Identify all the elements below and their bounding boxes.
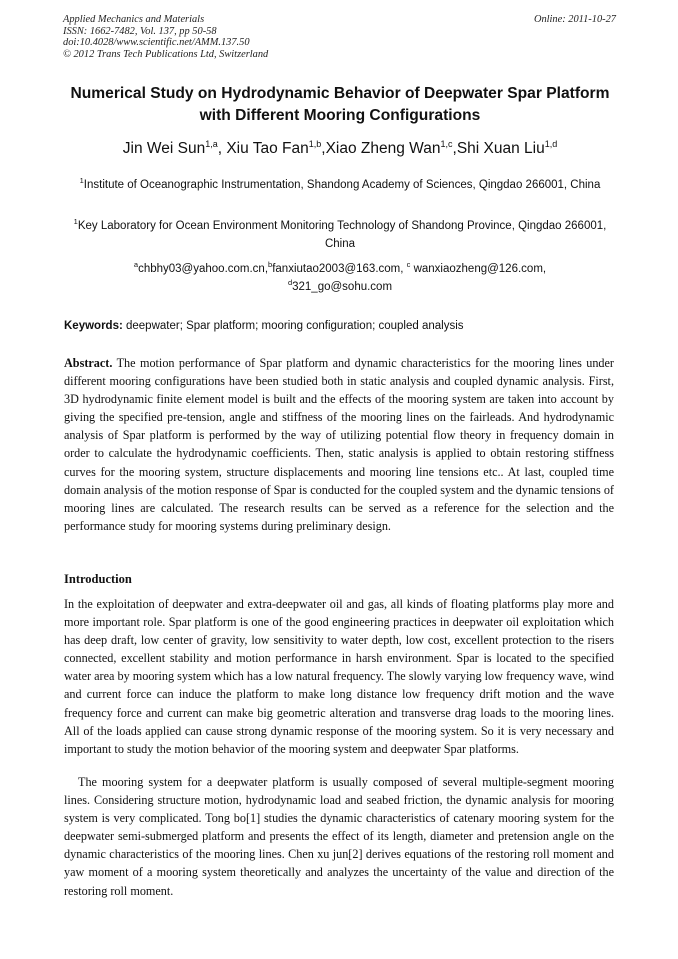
intro-paragraph-1: In the exploitation of deepwater and extra-deepwater oil and gas, all kinds of floating platforms play more and more important role. Spar platform is one of the good engineering practices in deepwater oil exploitation which has deep draft, low center of gravity, low sensitivity to water depth, low cost, excellent protection to the risers connected, excellent stability and motion performance in harsh environment. Spar is located to the specified water area by mooring system which has a low natural frequency. The slowly varying low frequency wave, wind and current force can induce the platform to make long distance low frequency drift motion and the wave frequency force and current can make big geometric alteration and transverse drag loads to the mooring lines. All of the loads applied can cause strong dynamic response of the mooring system. So it is very necessary and important to study the motion behavior of the mooring system and deepwater Spar platforms. <box>64 597 614 756</box>
issn-line: ISSN: 1662-7482, Vol. 137, pp 50-58 <box>63 25 217 37</box>
abstract-label: Abstract. <box>64 356 113 370</box>
author-superscript: 1,d <box>544 139 558 149</box>
affiliation-2 <box>70 218 610 253</box>
email-text: chbhy03@yahoo.com.cn, <box>138 263 269 275</box>
copyright-line: © 2012 Trans Tech Publications Ltd, Switzerland <box>63 48 269 60</box>
email-superscript: b <box>268 260 273 269</box>
online-date: Online: 2011-10-27 <box>533 14 616 25</box>
keywords-label: Keywords: <box>64 320 123 332</box>
journal-header <box>63 14 616 60</box>
author-name: Xiao Zheng Wan <box>325 140 441 157</box>
doi-line: doi:10.4028/www.scientific.net/AMM.137.50 <box>63 37 250 48</box>
email-superscript: c <box>406 260 411 269</box>
email-text: fanxiutao2003@163.com, <box>272 263 404 275</box>
title-line-1: Numerical Study on Hydrodynamic Behavior of Deepwater Spar Platform <box>70 85 610 102</box>
keywords-line <box>64 318 624 334</box>
author-list: Jin Wei Sun$^{1,a}$, Xiu Tao Fan$^{1,b}$,Xiao Zheng Wan$^{1,c}$,Shi Xuan Liu$^{1,d}$ <box>122 139 558 157</box>
author-emails <box>70 261 610 296</box>
journal-name: Applied Mechanics and Materials <box>63 14 205 25</box>
intro-paragraph-2: The mooring system for a deepwater platform is usually composed of several multiple-segment mooring lines. Considering structure motion, hydrodynamic load and seabed friction, the dynamic analysis for mooring system is very complicated. Tong bo[1] studies the dynamic characteristics of catenary mooring system for the deepwater semi-submerged platform and presents the effect of its length, diameter and pretension angle on the dynamic characteristics of the mooring lines. Chen xu jun[2] derives equations of the restoring roll moment and yaw moment of a mooring system theoretically and analyzes the uncertainty of the value and direction of the restoring roll moment. <box>64 775 614 898</box>
email-text: wanxiaozheng@126.com, <box>410 263 547 275</box>
author-name: Xiu Tao Fan <box>226 140 309 157</box>
author-superscript: 1,b <box>308 139 322 149</box>
author-superscript: 1,c <box>440 139 453 149</box>
section-heading-introduction: Introduction <box>64 572 132 586</box>
keywords-text: deepwater; Spar platform; mooring configuration; coupled analysis <box>122 320 464 332</box>
affiliation-superscript: 1 <box>79 176 84 185</box>
abstract-text: The motion performance of Spar platform and dynamic characteristics for the mooring lines under different mooring configurations have been studied both in static analysis and coupled dynamic analysis. First, 3D hydrodynamic finite element model is built and the effects of the mooring system are taken into account by giving the specified pre-tension, angle and stiffness of the mooring lines on the fairleads. And hydrodynamic analysis of Spar platform is performed by the way of utilizing potential flow theory in frequency domain in order to calculate the hydrodynamic coefficients. Then, static analysis is applied to obtain restoring stiffness curves for the mooring system, structure displacements and mooring line tensions etc.. At last, coupled time domain analysis of the motion response of Spar is conducted for the coupled system and the dynamic tensions of mooring lines are calculated. The research results can be served as a reference for the selection and the performance study for mooring systems during preliminary design. <box>64 356 614 533</box>
paper-title <box>40 83 640 127</box>
email-text: 321_go@sohu.com <box>292 280 393 293</box>
abstract-paragraph <box>64 354 614 535</box>
affiliation-1 <box>70 177 610 195</box>
affiliation-text: Institute of Oceanographic Instrumentation, Shandong Academy of Sciences, Qingdao 266001, China <box>83 179 601 191</box>
author-name: Jin Wei Sun <box>122 140 206 157</box>
author-name: Shi Xuan Liu <box>456 140 545 157</box>
affiliation-superscript: 1 <box>73 217 78 226</box>
email-superscript: a <box>133 260 139 269</box>
email-superscript: d <box>287 277 293 287</box>
title-line-2: with Different Mooring Configurations <box>199 107 481 124</box>
author-superscript: 1,a <box>205 139 218 149</box>
affiliation-text: Key Laboratory for Ocean Environment Monitoring Technology of Shandong Province, Qingdao 266001, China <box>77 220 607 250</box>
